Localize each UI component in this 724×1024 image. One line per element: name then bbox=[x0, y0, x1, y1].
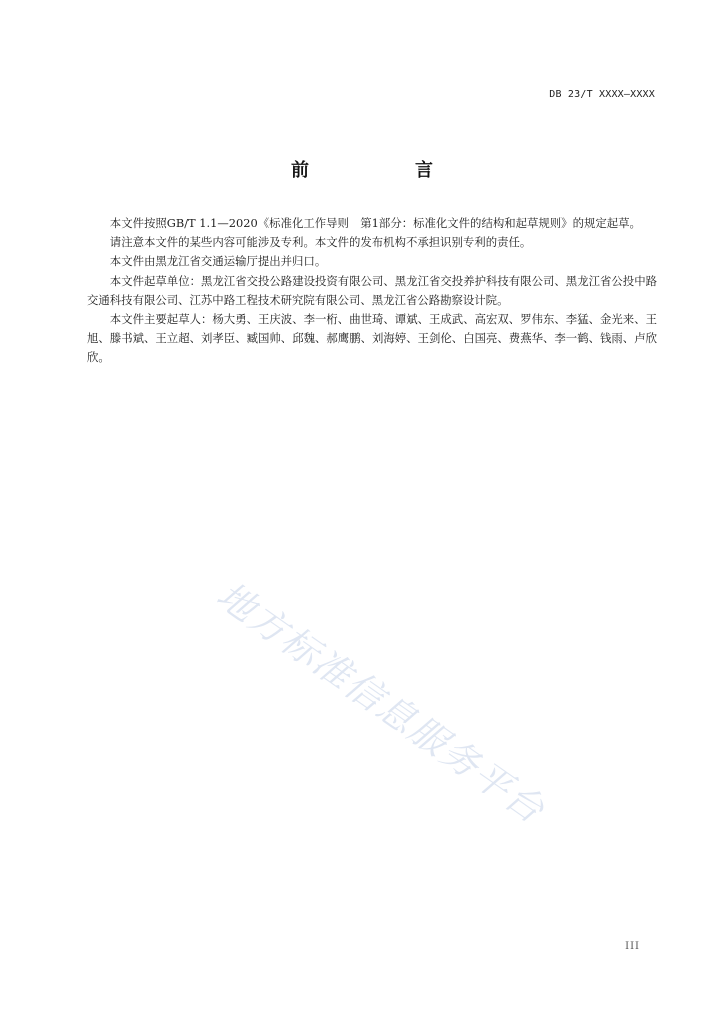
paragraph-drafting-rules: 本文件按照GB/T 1.1—2020《标准化工作导则 第1部分：标准化文件的结构和起草规则》的规定起草。 bbox=[109, 216, 641, 230]
paragraph-drafting-units: 本文件起草单位：黑龙江省交投公路建设投资有限公司、黑龙江省交投养护科技有限公司、黑龙江省公投中路交通科技有限公司、江苏中路工程技术研究院有限公司、黑龙江省公路勘察设计院。 bbox=[87, 273, 657, 307]
watermark: 地方标准信息服务平台 bbox=[208, 573, 554, 833]
paragraph-patent-notice: 请注意本文件的某些内容可能涉及专利。本文件的发布机构不承担识别专利的责任。 bbox=[109, 235, 532, 250]
standard-code: DB 23/T XXXX—XXXX bbox=[549, 89, 655, 100]
page-title: 前 言 bbox=[291, 160, 477, 181]
foreword-body bbox=[87, 214, 657, 368]
page-number: III bbox=[625, 941, 640, 952]
paragraph-proposer: 本文件由黑龙江省交通运输厅提出并归口。 bbox=[109, 254, 327, 269]
paragraph-drafters: 本文件主要起草人：杨大勇、王庆波、李一桁、曲世琦、谭斌、王成武、高宏双、罗伟东、李猛、金光来、王旭、滕书斌、王立超、刘孝臣、臧国帅、邱魏、郝鹰鹏、刘海婷、王剑伦、白国亮、费燕华、李一鹤、钱雨、卢欣欣。 bbox=[87, 312, 657, 365]
